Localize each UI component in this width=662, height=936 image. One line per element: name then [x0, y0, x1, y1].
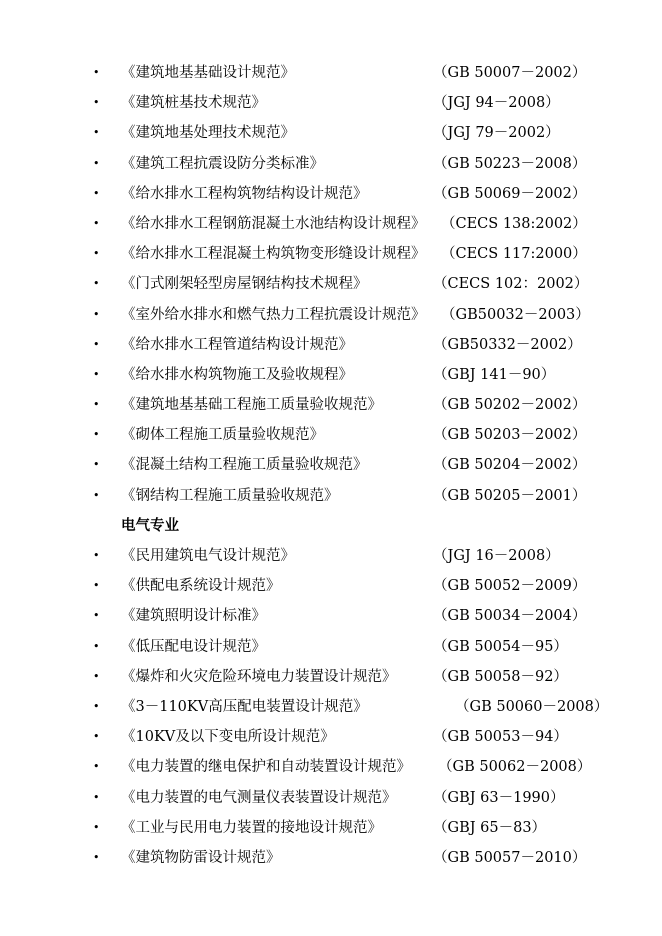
standard-code: （JGJ 16－2008） — [433, 548, 560, 564]
list-item — [0, 239, 662, 269]
standard-code: （GB 50223－2008） — [433, 155, 587, 172]
standard-title: 《电力装置的电气测量仪表装置设计规范》 — [121, 789, 397, 806]
bullet-icon: • — [93, 126, 100, 140]
standard-title: 《门式刚架轻型房屋钢结构技术规程》 — [121, 276, 368, 293]
list-item — [0, 752, 662, 782]
list-item — [0, 179, 662, 209]
standard-code: （GBJ 63－1990） — [433, 789, 565, 806]
standard-code: （GB 50204－2002） — [433, 457, 587, 474]
standard-title: 《低压配电设计规范》 — [121, 638, 266, 655]
standard-title: 《给水排水工程管道结构设计规范》 — [121, 336, 353, 353]
list-item — [0, 813, 662, 843]
bullet-icon: • — [93, 186, 100, 200]
list-item — [0, 300, 662, 330]
standard-title: 《钢结构工程施工质量验收规范》 — [121, 487, 339, 504]
standard-code: （GB50032－2003） — [441, 306, 590, 323]
standard-title: 《10KV及以下变电所设计规范》 — [121, 729, 335, 746]
section-heading-text: 电气专业 — [121, 516, 179, 534]
bullet-icon: • — [93, 760, 100, 774]
list-item — [0, 360, 662, 390]
standard-code: （GB 50053－94） — [433, 729, 568, 746]
bullet-icon: • — [93, 488, 100, 502]
bullet-icon: • — [93, 639, 100, 653]
standard-code: （GB 50052－2009） — [433, 578, 587, 595]
list-item — [0, 692, 662, 722]
standard-code: （GB 50057－2010） — [433, 849, 587, 866]
bullet-icon: • — [93, 669, 100, 683]
list-item — [0, 149, 662, 179]
standard-code: （GBJ 141－90） — [433, 366, 556, 383]
list-item — [0, 662, 662, 692]
standard-title: 《混凝土结构工程施工质量验收规范》 — [121, 457, 368, 474]
standard-code: （JGJ 94－2008） — [433, 95, 560, 112]
bullet-icon: • — [93, 428, 100, 442]
standard-title: 《3－110KV高压配电装置设计规范》 — [121, 698, 368, 715]
standard-code: （GB 50060－2008） — [455, 698, 609, 715]
bullet-icon: • — [93, 458, 100, 472]
standard-code: （GB 50202－2002） — [433, 397, 587, 414]
standard-code: （CECS 138:2002） — [441, 215, 587, 232]
section-heading — [0, 511, 662, 541]
list-item — [0, 601, 662, 631]
standard-title: 《建筑工程抗震设防分类标准》 — [121, 155, 324, 172]
standard-code: （GB 50054－95） — [433, 638, 568, 655]
standard-code: （GB 50034－2004） — [433, 608, 587, 625]
standard-code: （GB 50069－2002） — [433, 185, 587, 202]
standard-title: 《建筑桩基技术规范》 — [121, 95, 266, 112]
standard-code: （GB 50205－2001） — [433, 487, 587, 504]
list-item — [0, 330, 662, 360]
bullet-icon: • — [93, 730, 100, 744]
standard-code: （GB50332－2002） — [433, 336, 582, 353]
bullet-icon: • — [93, 66, 100, 79]
standard-title: 《建筑照明设计标准》 — [121, 608, 266, 625]
list-item — [0, 390, 662, 420]
list-item — [0, 209, 662, 239]
standard-title: 《砌体工程施工质量验收规范》 — [121, 427, 324, 444]
standard-code: （CECS 117:2000） — [441, 246, 587, 263]
standard-code: （JGJ 79－2002） — [433, 125, 560, 142]
standard-code: （GBJ 65－83） — [433, 819, 547, 836]
standard-code: （CECS 102：2002） — [433, 276, 589, 293]
standard-title: 《建筑物防雷设计规范》 — [121, 849, 281, 866]
bullet-icon: • — [93, 277, 100, 291]
bullet-icon: • — [93, 307, 100, 321]
standard-title: 《室外给水排水和燃气热力工程抗震设计规范》 — [121, 306, 426, 323]
list-item — [0, 58, 662, 88]
bullet-icon: • — [93, 699, 100, 713]
list-item — [0, 88, 662, 118]
standard-code: （GB 50203－2002） — [433, 427, 587, 444]
standard-title: 《建筑地基基础设计规范》 — [121, 65, 295, 81]
standard-title: 《供配电系统设计规范》 — [121, 578, 281, 595]
standard-title: 《给水排水工程构筑物结构设计规范》 — [121, 185, 368, 202]
bullet-icon: • — [93, 820, 100, 834]
standard-code: （GB 50007－2002） — [433, 65, 587, 81]
standards-list — [0, 58, 662, 873]
bullet-icon: • — [93, 337, 100, 351]
list-item — [0, 722, 662, 752]
standard-title: 《电力装置的继电保护和自动装置设计规范》 — [121, 759, 411, 776]
bullet-icon: • — [93, 96, 100, 110]
list-item — [0, 541, 662, 571]
bullet-icon: • — [93, 156, 100, 170]
standard-title: 《给水排水构筑物施工及验收规程》 — [121, 366, 353, 383]
standard-title: 《工业与民用电力装置的接地设计规范》 — [121, 819, 382, 836]
bullet-icon: • — [93, 216, 100, 230]
standard-title: 《建筑地基基础工程施工质量验收规范》 — [121, 397, 382, 414]
bullet-icon: • — [93, 367, 100, 381]
standard-title: 《民用建筑电气设计规范》 — [121, 548, 295, 564]
list-item — [0, 843, 662, 873]
list-item — [0, 632, 662, 662]
bullet-icon: • — [93, 579, 100, 593]
list-item — [0, 420, 662, 450]
list-item — [0, 450, 662, 480]
list-item — [0, 269, 662, 299]
bullet-icon: • — [93, 790, 100, 804]
standard-title: 《建筑地基处理技术规范》 — [121, 125, 295, 142]
bullet-icon: • — [93, 549, 100, 562]
list-item — [0, 571, 662, 601]
list-item — [0, 481, 662, 511]
standard-title: 《爆炸和火灾危险环境电力装置设计规范》 — [121, 668, 397, 685]
list-item — [0, 783, 662, 813]
standard-title: 《给水排水工程混凝土构筑物变形缝设计规程》 — [121, 246, 426, 263]
bullet-icon: • — [93, 850, 100, 864]
bullet-icon: • — [93, 247, 100, 261]
standard-title: 《给水排水工程钢筋混凝土水池结构设计规程》 — [121, 215, 426, 232]
bullet-icon: • — [93, 398, 100, 412]
standard-code: （GB 50062－2008） — [438, 759, 592, 776]
bullet-icon: • — [93, 609, 100, 623]
list-item — [0, 118, 662, 148]
standard-code: （GB 50058－92） — [433, 668, 568, 685]
